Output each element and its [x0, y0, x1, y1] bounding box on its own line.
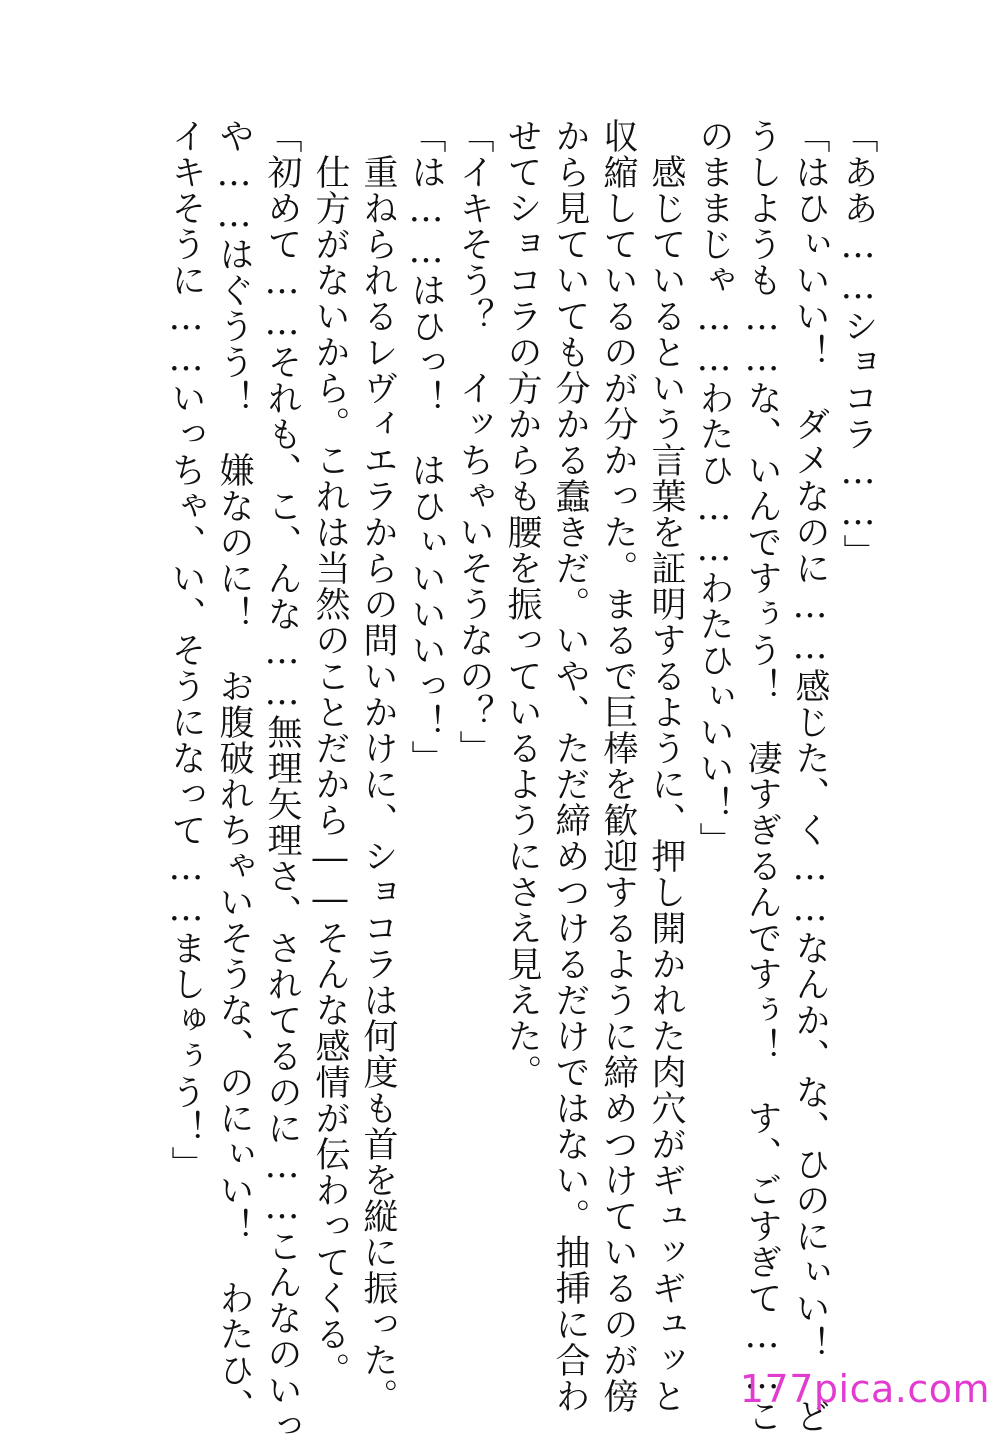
- text-line: 重ねられるレヴィエラからの問いかけに、ショコラは何度も首を縦に振った。: [358, 118, 398, 1414]
- text-line: 感じているという言葉を証明するように、押し開かれた肉穴がギュッギュッと: [646, 118, 686, 1414]
- text-line: イキそうに……いっちゃ、い、そうになって……ましゅぅう！」: [166, 118, 206, 1182]
- watermark-text: 177pica.com: [739, 1367, 990, 1411]
- text-line: 「ああ……ショコラ……」: [838, 118, 878, 570]
- text-line: 「初めて……それも、こ、んな……無理矢理さ、されてるのに……こんなのいっ: [262, 118, 302, 1444]
- text-line: のままじゃ……わたひ……わたひぃいい！」: [694, 118, 734, 858]
- text-line: 「は……はひっ！ はひぃいいいっ！」: [406, 118, 446, 776]
- text-line: や……はぐうう！ 嫌なのに！ お腹破れちゃいそうな、のにぃい！ わたひ、: [214, 118, 254, 1424]
- text-line: 収縮しているのが分かった。まるで巨棒を歓迎するように締めつけているのが傍: [598, 118, 638, 1414]
- text-line: 「イキそう？ イッちゃいそうなの？」: [454, 118, 494, 766]
- text-line: から見ていても分かる蠢きだ。いや、ただ締めつけるだけではない。抽挿に合わ: [550, 118, 590, 1414]
- text-line: 「はひぃいい！ ダメなのに……感じた、く……なんか、な、ひのにぃい！ ど: [790, 118, 830, 1434]
- text-line: 仕方がないから。これは当然のことだから――そんな感情が伝わってくる。: [310, 118, 350, 1388]
- text-line: せてショコラの方からも腰を振っているようにさえ見えた。: [502, 118, 542, 1090]
- text-line: うしようも……な、いんですぅう！ 凄すぎるんですぅ！ す、ごすぎて……こ: [742, 118, 782, 1434]
